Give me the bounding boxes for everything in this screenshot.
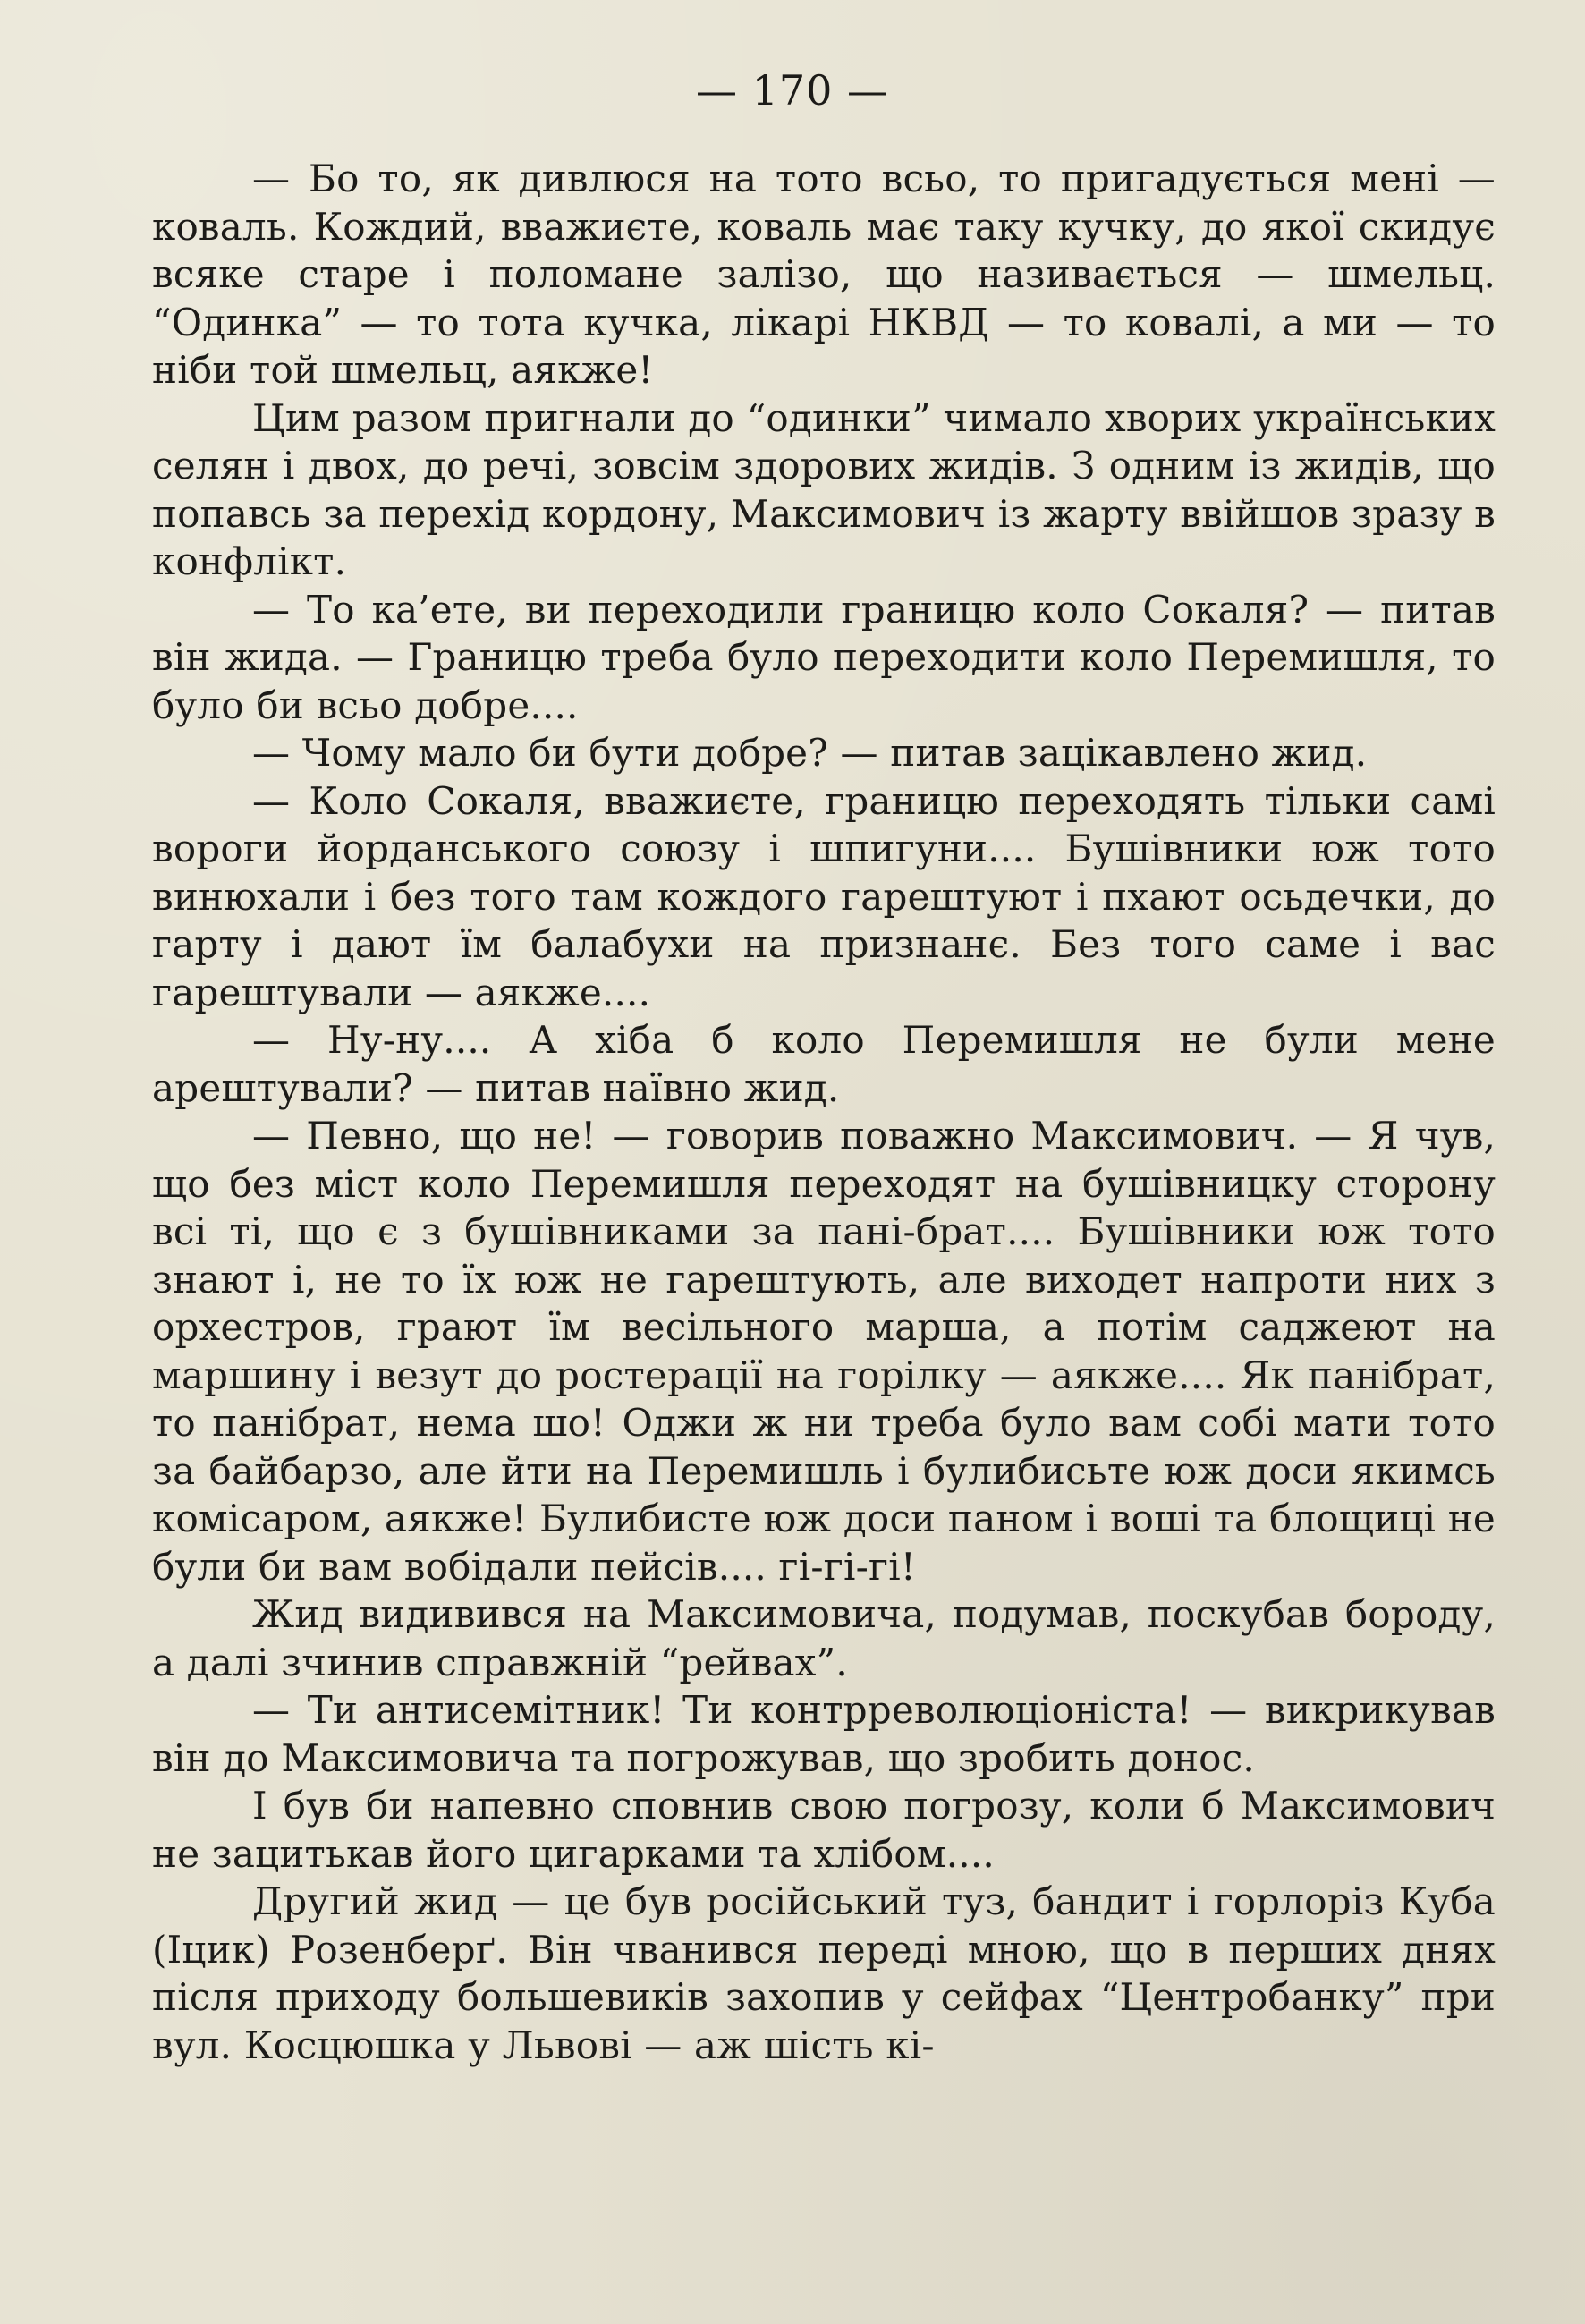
body-text — [152, 155, 1496, 2069]
paragraph: — Ну-ну.... А хіба б коло Перемишля не були мене арештували? — питав наївно жид. — [152, 1018, 1496, 1110]
paragraph: Цим разом пригнали до “одинки” чимало хворих українських селян і двох, до речі, зовсім здорових жидів. З одним із жидів, що попавсь за перехід кордону, Максимович із жарту ввійшов зразу в конфлікт. — [152, 395, 1496, 583]
paragraph: — Бо то, як дивлюся на тото всьо, то пригадується мені — коваль. Кождий, вважиєте, коваль має таку кучку, до якої скидує всяке старе і поломане залізо, що називається — шмельц. “Одинка” — то тота кучка, лікарі НКВД — то ковалі, а ми — то ніби той шмельц, аякже! — [152, 157, 1496, 392]
paragraph: — Коло Сокаля, вважиєте, границю переходять тільки самі вороги йорданського союзу і шпигуни.... Бушівники юж тото винюхали і без того там кождого гарештуют і пхают осьдечки, до гарту і дают їм балабухи на признанє. Без того саме і вас гарештували — аякже.... — [152, 778, 1496, 1014]
paragraph: І був би напевно сповнив свою погрозу, коли б Максимович не зацитькав його цигарками та хлібом.... — [152, 1784, 1496, 1876]
paragraph: Жид видивився на Максимовича, подумав, поскубав бороду, а далі зчинив справжній “рейвах”. — [152, 1592, 1496, 1684]
paragraph: — То ка’ете, ви переходили границю коло Сокаля? — питав він жида. — Границю треба було переходити коло Перемишля, то було би всьо добре.... — [152, 587, 1496, 727]
page-number: — 170 — — [695, 66, 890, 115]
paragraph: Другий жид — це був російський туз, бандит і горлоріз Куба (Іцик) Розенберґ. Він чванився переді мною, що в перших днях після приходу большевиків захопив у сейфах “Центробанку” при вул. Косцюшка у Львові — аж шість кі- — [152, 1879, 1496, 2067]
paragraph: — Певно, що не! — говорив поважно Максимович. — Я чув, що без міст коло Перемишля переходят на бушівницку сторону всі ті, що є з бушівниками за пані-брат.... Бушівники юж тото знают і, не то їх юж не гарештують, але виходет напроти них з орхестров, грают їм весільного марша, а потім саджеют на маршину і везут до ростерації на горілку — аякже.... Як панібрат, то панібрат, нема шо! Оджи ж ни треба було вам собі мати тото за байбарзо, але йти на Перемишль і булибисьте юж доси якимсь комісаром, аякже! Булибисте юж доси паном і воші та блощиці не були би вам вобідали пейсів.... гі-гі-гі! — [152, 1114, 1496, 1589]
paragraph: — Чому мало би бути добре? — питав зацікавлено жид. — [252, 731, 1368, 775]
paragraph: — Ти антисемітник! Ти контрреволюціоніста! — викрикував він до Максимовича та погрожував, що зробить донос. — [152, 1688, 1496, 1780]
